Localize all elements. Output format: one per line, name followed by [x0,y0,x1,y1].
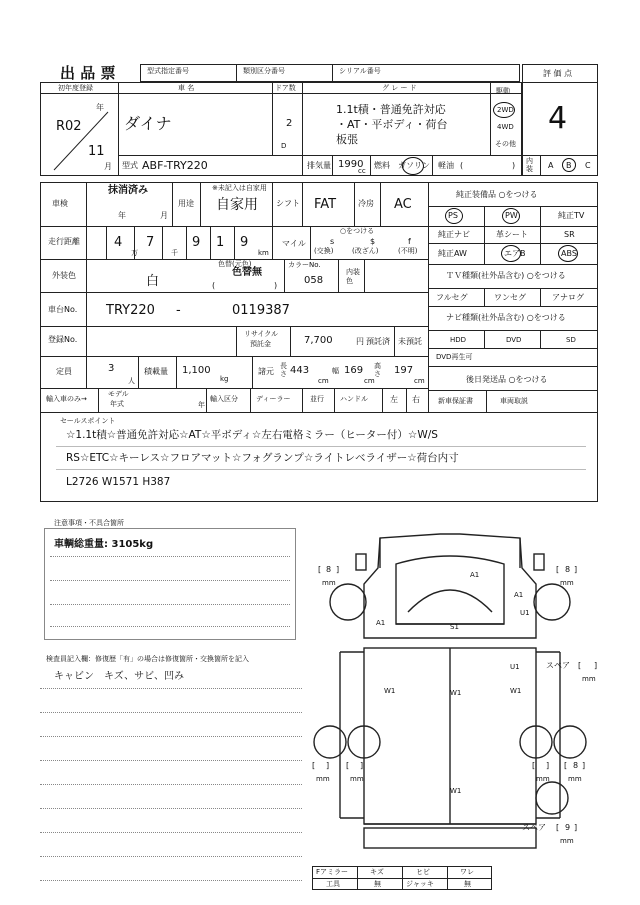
import-dealer: ディーラー [256,395,291,403]
legend-header-2: キズ [370,868,384,876]
drive-2wd: 2WD [497,106,514,114]
inspector-label: 検査員記入欄：修復歴「有」の場合は修復箇所・交換箇所を記入 [46,655,249,663]
shaken-year-unit: 年 [118,211,126,220]
legend-cell-4: 無 [464,880,471,888]
interior-color-label: 内装色 [346,268,360,285]
genuine-label: 純正装備品 ○をつける [456,190,538,199]
width-unit: cm [364,377,375,385]
import-parallel: 並行 [310,395,324,403]
height-unit: cm [414,377,425,385]
tire-rl-outer-unit: mm [316,775,330,783]
reg-no-label: 登録No. [48,335,78,344]
tire-rear-left-outer [314,726,346,758]
inspector-note: キャビン キズ、サビ、凹み [54,671,184,682]
category-label: 類別区分番号 [243,67,285,75]
tire-fl-unit: mm [322,579,336,587]
legend-cell-1: 工具 [326,880,340,888]
equip-leather: 革シート [496,230,528,239]
load-unit: kg [220,375,229,383]
usage-value: 自家用 [216,197,258,213]
mark-s1: S1 [450,623,459,631]
tire-front-right [534,584,570,620]
page-title: 出 品 票 [60,64,116,82]
displacement-label: 排気量 [307,161,331,170]
model-label: 型式 [122,161,138,170]
exterior-label: 外装色 [52,271,76,280]
mark-note: ○をつける [340,227,375,235]
equip-aw: 純正AW [438,249,467,258]
mark-w1-left: W1 [384,687,396,695]
drive-4wd: 4WD [497,123,514,131]
rear-gate [364,828,536,848]
mileage-label: 走行距離 [48,237,80,246]
shaken-label: 車検 [52,199,68,208]
tire-spare [536,782,568,814]
legend-cell-3: ジャッキ [406,880,434,888]
mileage-digit-3: 9 [192,235,201,250]
serial-label: シリアル番号 [339,67,381,75]
capacity-unit: 人 [128,377,135,385]
shift-value: FAT [314,197,337,212]
dvd-label: DVD再生可 [436,353,473,361]
equip-pw-circle [502,208,520,224]
mark-dollar-note: (改ざん) [352,247,379,255]
legend-header-4: ワレ [460,868,474,876]
tv-oneseg: ワンセグ [494,293,526,302]
mark-w1-center: W1 [450,689,462,697]
tire-fr-depth: 8 [565,565,571,574]
model-value: ABF-TRY220 [142,159,208,172]
diesel-label: 軽油 [438,161,454,170]
equip-airbag: エアB [504,249,526,258]
interior-label: 内装 [526,157,533,173]
tire-fl-depth: 8 [326,565,332,574]
drive-label: 駆動 [496,87,510,95]
import-label: 輸入車のみ→ [46,395,87,403]
model-year-unit: 年 [198,401,205,409]
diesel-paren-open: ( [460,161,464,170]
frame-label: 車台No. [48,305,78,314]
length-label: 長さ [280,362,287,378]
mark-u1-side: U1 [510,663,520,671]
navi-hdd: HDD [450,336,467,344]
recolor-paren-close: ) [274,281,278,290]
aircon-value: AC [394,197,412,212]
diesel-paren-close: ) [512,161,516,170]
mileage-digit-2: 7 [146,235,155,250]
capacity-label: 定員 [56,367,72,376]
mirror-right [534,554,544,570]
mark-a1-roof: A1 [470,571,480,579]
spare-label-2: スペア [522,823,546,832]
first-reg-year: R02 [56,119,82,134]
tire-rr-outer-depth: 8 [573,761,579,770]
equip-airbag-circle [501,245,521,262]
tv-fullseg: フルセグ [436,293,468,302]
year-unit: 年 [96,103,104,112]
fuel-circle [402,157,424,175]
recolor-paren-open: ( [212,281,216,290]
capacity-value: 3 [108,363,115,374]
handle-right: 右 [412,395,420,404]
sales-point-line-3: L2726 W1571 H387 [66,476,171,488]
length-unit: cm [318,377,329,385]
unit-sen: 千 [171,249,178,257]
equip-pw: PW [505,211,518,220]
legend-cell-2: 無 [374,880,381,888]
frame-dash: - [176,303,181,318]
spec-label: 諸元 [258,367,274,376]
handle-left: 左 [390,395,398,404]
tv-analog: アナログ [552,293,584,302]
unit-man: 万 [131,249,138,257]
mark-w1-rear: W1 [450,787,462,795]
doors-label: ドア数 [275,84,296,92]
shift-label: シフト [276,199,300,208]
mark-f: f [408,237,411,246]
mark-f-note: (不明) [398,247,418,255]
recolor-label: 色替(元色) [218,260,252,268]
mileage-digit-1: 4 [114,235,123,250]
model-designation-label: 型式指定番号 [147,67,189,75]
mileage-digit-5: 9 [240,235,249,250]
navi-dvd: DVD [506,336,522,344]
mark-s: s [330,237,335,246]
shaken-month-unit: 月 [160,211,168,220]
tire-fr-unit: mm [560,579,574,587]
length-value: 443 [290,365,310,376]
equip-abs-circle [558,245,578,262]
exterior-value: 白 [146,274,160,289]
recycle-value: 7,700 [304,335,333,346]
drive-2wd-circle [493,102,515,118]
first-reg-label: 初年度登録 [58,84,93,92]
import-type-label: 輸入区分 [210,395,238,403]
load-label: 積載量 [144,367,168,376]
mark-s-note: (交換) [314,247,334,255]
mark-u1-right: U1 [520,609,530,617]
notes-label: 注意事項・不具合箇所 [54,519,124,527]
frame-prefix: TRY220 [106,303,155,318]
grade-line-1: 1.1t積・普通免許対応 [336,103,446,116]
mile-label: マイル [282,239,306,248]
model-year-label-1: モデル [108,390,129,398]
displacement-value: 1990 [338,159,364,170]
unreg-note: ※未記入は自家用 [212,184,267,192]
color-no-label: カラーNo. [288,261,321,269]
doors-value: 2 [286,118,293,129]
tire-rr-inner-unit: mm [536,775,550,783]
color-no-value: 058 [304,275,324,286]
mark-w1-right: W1 [510,687,522,695]
model-year-label-2: 年式 [110,400,124,408]
recycle-label-2: 預託金 [250,340,271,348]
rating-label: 評 価 点 [543,69,573,78]
gross-weight: 車輌総重量: 3105kg [54,539,154,550]
sales-point-line-1: ☆1.1t積☆普通免許対応☆AT☆平ボディ☆左右電格ミラー（ヒーター付）☆W/S [66,429,438,441]
sales-point-line-2: RS☆ETC☆キーレス☆フロアマット☆フォグランプ☆ライトレベライザー☆荷台内寸 [66,452,459,464]
width-value: 169 [344,365,364,376]
fuel-value: ガソリン [398,161,430,170]
tire-rear-right-outer [554,726,586,758]
equip-navi: 純正ナビ [438,230,470,239]
aftermarket-label: 後日発送品 ○をつける [466,375,548,384]
month-unit: 月 [104,162,112,171]
drive-other: その他 [495,140,516,148]
aircon-label: 冷房 [358,199,374,208]
spare-unit-1: mm [582,675,596,683]
recolor-value: 色替無 [232,267,262,278]
navi-sd: SD [566,336,576,344]
width-label: 幅 [332,367,339,375]
tire-front-left [330,584,366,620]
vehicle-name: ダイナ [124,114,172,133]
tire-rl-inner-unit: mm [350,775,364,783]
rating-value: 4 [548,101,568,136]
mark-dollar: $ [370,237,376,246]
equip-ps: PS [448,211,458,220]
displacement-unit: cc [358,167,366,175]
navi-label: ナビ種類(社外品含む) ○をつける [446,313,566,322]
mark-a1-right: A1 [514,591,524,599]
grade-label: グ レ ー ド [382,84,417,92]
grade-line-2: ・AT・平ボディ・荷台 [336,118,448,131]
load-value: 1,100 [182,365,211,376]
interior-b-circle [562,158,576,172]
grade-line-3: 板張 [336,133,358,146]
legend-header-1: Fアミラー [316,868,349,876]
recycle-unit: 円 [356,337,364,346]
equip-abs: ABS [561,249,577,258]
tire-rr-outer-unit: mm [568,775,582,783]
spare-unit-2: mm [560,837,574,845]
mark-a1-left: A1 [376,619,386,627]
name-label: 車 名 [178,84,195,92]
aftermarket-manual: 車両取説 [500,397,528,405]
interior-c: C [585,161,591,170]
sales-points-label: セールスポイント [60,417,116,425]
first-reg-month: 11 [88,144,105,159]
frame-number: 0119387 [232,303,290,318]
aftermarket-warranty: 新車保証書 [438,397,473,405]
handle-label: ハンドル [340,395,368,403]
fuel-label: 燃料 [374,161,390,170]
tv-label: ＴＶ種類(社外品含む) ○をつける [446,271,566,280]
windshield-arc [408,590,492,612]
door-suffix: D [281,142,287,150]
spare-value-2: 9 [565,823,571,832]
legend-header-3: ヒビ [416,868,430,876]
equip-sr: SR [564,230,575,239]
recycle-unpaid: 未預託 [398,337,422,346]
equip-ps-circle [445,208,463,224]
spare-label-1: スペア [546,661,570,670]
equip-tv: 純正TV [558,211,585,220]
usage-label: 用途 [178,199,194,208]
interior-b: B [566,161,572,170]
recycle-label-1: リサイクル [244,330,279,338]
recycle-paid: 預託済 [366,337,390,346]
header-id-row [140,64,520,82]
mirror-left [356,554,366,570]
shaken-value: 抹消済み [108,185,148,196]
first-reg-slash [50,110,112,172]
interior-a: A [548,161,554,170]
unit-km: km [258,249,269,257]
height-value: 197 [394,365,414,376]
height-label: 高さ [374,362,381,378]
mileage-digit-4: 1 [216,235,225,250]
